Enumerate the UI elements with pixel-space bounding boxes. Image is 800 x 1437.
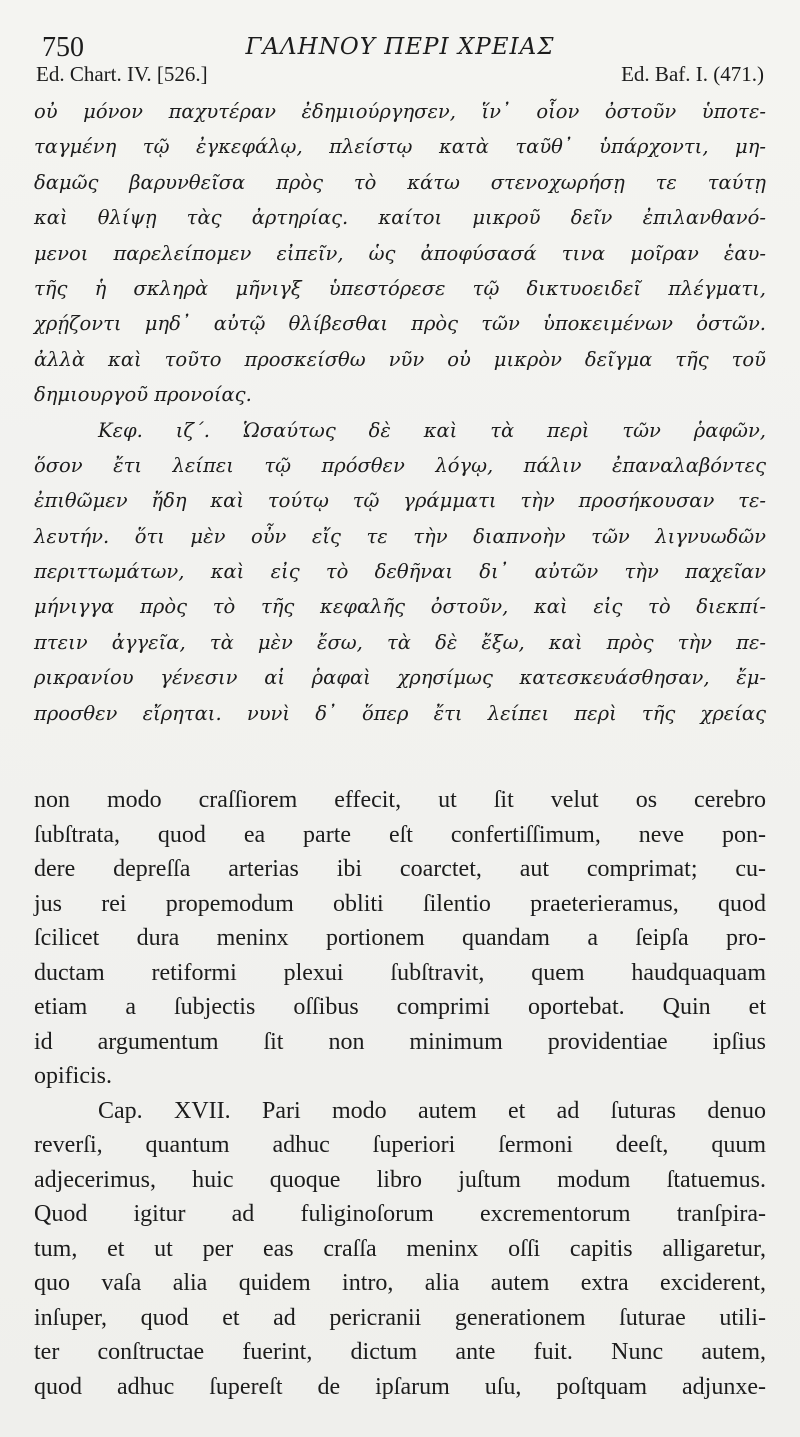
greek-line: πτειν ἀγγεῖα, τὰ μὲν ἔσω, τὰ δὲ ἔξω, καὶ πρὸς τὴν πε- (34, 630, 766, 654)
section-gap (34, 731, 766, 783)
greek-line: καὶ θλίψῃ τὰς ἀρτηρίας. καίτοι μικροῦ δεῖν ἐπιλανθανό- (34, 206, 766, 230)
greek-line: δαμῶς βαρυνθεῖσα πρὸς τὸ κάτω στενοχωρήσῃ τε ταύτῃ (34, 170, 766, 194)
greek-chapter-heading-line: Κεφ. ιζ΄. Ὡσαύτως δὲ καὶ τὰ περὶ τῶν ῥαφῶν, (98, 418, 766, 442)
edition-reference-left: Ed. Chart. IV. [526.] (36, 62, 208, 86)
greek-line: ἐπιθῶμεν ἤδη καὶ τούτῳ τῷ γράμματι τὴν προσήκουσαν τε- (34, 489, 766, 513)
greek-line: περιττωμάτων, καὶ εἰς τὸ δεθῆναι δι᾿ αὐτῶν τὴν παχεῖαν (34, 560, 766, 584)
latin-line: jus rei propemodum obliti ſilentio praeterieramus, quod (34, 890, 766, 917)
latin-line: quod adhuc ſupereſt de ipſarum uſu, poſtquam adjunxe- (34, 1373, 766, 1400)
latin-line: non modo craſſiorem effecit, ut ſit velut os cerebro (34, 787, 766, 814)
greek-line: ἀλλὰ καὶ τοῦτο προσκείσθω νῦν οὐ μικρὸν δεῖγμα τῆς τοῦ (34, 347, 766, 371)
latin-line: ſubſtrata, quod ea parte eſt confertiſſimum, neve pon- (34, 821, 766, 848)
greek-line: ταγμένη τῷ ἐγκεφάλῳ, πλείστῳ κατὰ ταῦθ᾿ ὑπάρχοντι, μη- (34, 135, 766, 159)
greek-line: τῆς ἡ σκληρὰ μῆνιγξ ὑπεστόρεσε τῷ δικτυοειδεῖ πλέγματι, (34, 276, 766, 300)
latin-line: tum, et ut per eas craſſa meninx oſſi capitis alligaretur, (34, 1235, 766, 1262)
latin-line: ter conſtructae fuerint, dictum ante fuit. Nunc autem, (34, 1339, 766, 1366)
greek-line: οὐ μόνον παχυτέραν ἐδημιούργησεν, ἵν᾿ οἷον ὀστοῦν ὑποτε- (34, 100, 766, 123)
latin-line: Quod igitur ad fuliginoſorum excrementorum tranſpira- (34, 1201, 766, 1228)
latin-line: quo vaſa alia quidem intro, alia autem extra exciderent, (34, 1270, 766, 1297)
greek-line: λευτήν. ὅτι μὲν οὖν εἴς τε τὴν διαπνοὴν τῶν λιγνυωδῶν (34, 524, 766, 548)
latin-line: adjecerimus, huic quoque libro juſtum modum ſtatuemus. (34, 1166, 766, 1193)
latin-line: dere depreſſa arterias ibi coarctet, aut comprimat; cu- (34, 856, 766, 883)
greek-line: ὅσον ἔτι λείπει τῷ πρόσθεν λόγῳ, πάλιν ἐπαναλαβόντες (34, 453, 766, 477)
latin-text-block (34, 783, 766, 1404)
running-head (34, 24, 766, 62)
latin-line: reverſi, quantum adhuc ſuperiori ſermoni deeſt, quum (34, 1132, 766, 1159)
greek-line: δημιουργοῦ προνοίας. (34, 383, 252, 407)
greek-line: προσθεν εἴρηται. νυνὶ δ᾿ ὅπερ ἔτι λείπει περὶ τῆς χρείας (34, 701, 766, 725)
latin-line: etiam a ſubjectis oſſibus comprimi oportebat. Quin et (34, 994, 766, 1021)
latin-line: ductam retiformi plexui ſubſtravit, quem haudquaquam (34, 959, 766, 986)
page-number: 750 (42, 32, 84, 63)
latin-line: inſuper, quod et ad pericranii generationem ſuturae utili- (34, 1304, 766, 1331)
edition-reference-line (34, 62, 766, 92)
latin-chapter-heading-line: Cap. XVII. Pari modo autem et ad ſuturas denuo (98, 1097, 766, 1124)
greek-line: ρικρανίου γένεσιν αἱ ῥαφαὶ χρησίμως κατεσκευάσθησαν, ἔμ- (34, 666, 766, 690)
latin-line: opificis. (34, 1063, 112, 1090)
running-title: ΓΑΛΗΝΟΥ ΠΕΡΙ ΧΡΕΙΑΣ (245, 34, 555, 60)
latin-line: id argumentum ſit non minimum providentiae ipſius (34, 1028, 766, 1055)
greek-line: μήνιγγα πρὸς τὸ τῆς κεφαλῆς ὀστοῦν, καὶ εἰς τὸ διεκπί- (34, 595, 766, 619)
greek-line: χρῄζοντι μηδ᾿ αὐτῷ θλίβεσθαι πρὸς τῶν ὑποκειμένων ὀστῶν. (34, 312, 766, 336)
greek-text-block (34, 94, 766, 731)
latin-line: ſcilicet dura meninx portionem quandam a ſeipſa pro- (34, 925, 766, 952)
edition-reference-right: Ed. Baf. I. (471.) (621, 62, 764, 86)
greek-line: μενοι παρελείπομεν εἰπεῖν, ὡς ἀποφύσασά τινα μοῖραν ἑαυ- (34, 241, 766, 265)
